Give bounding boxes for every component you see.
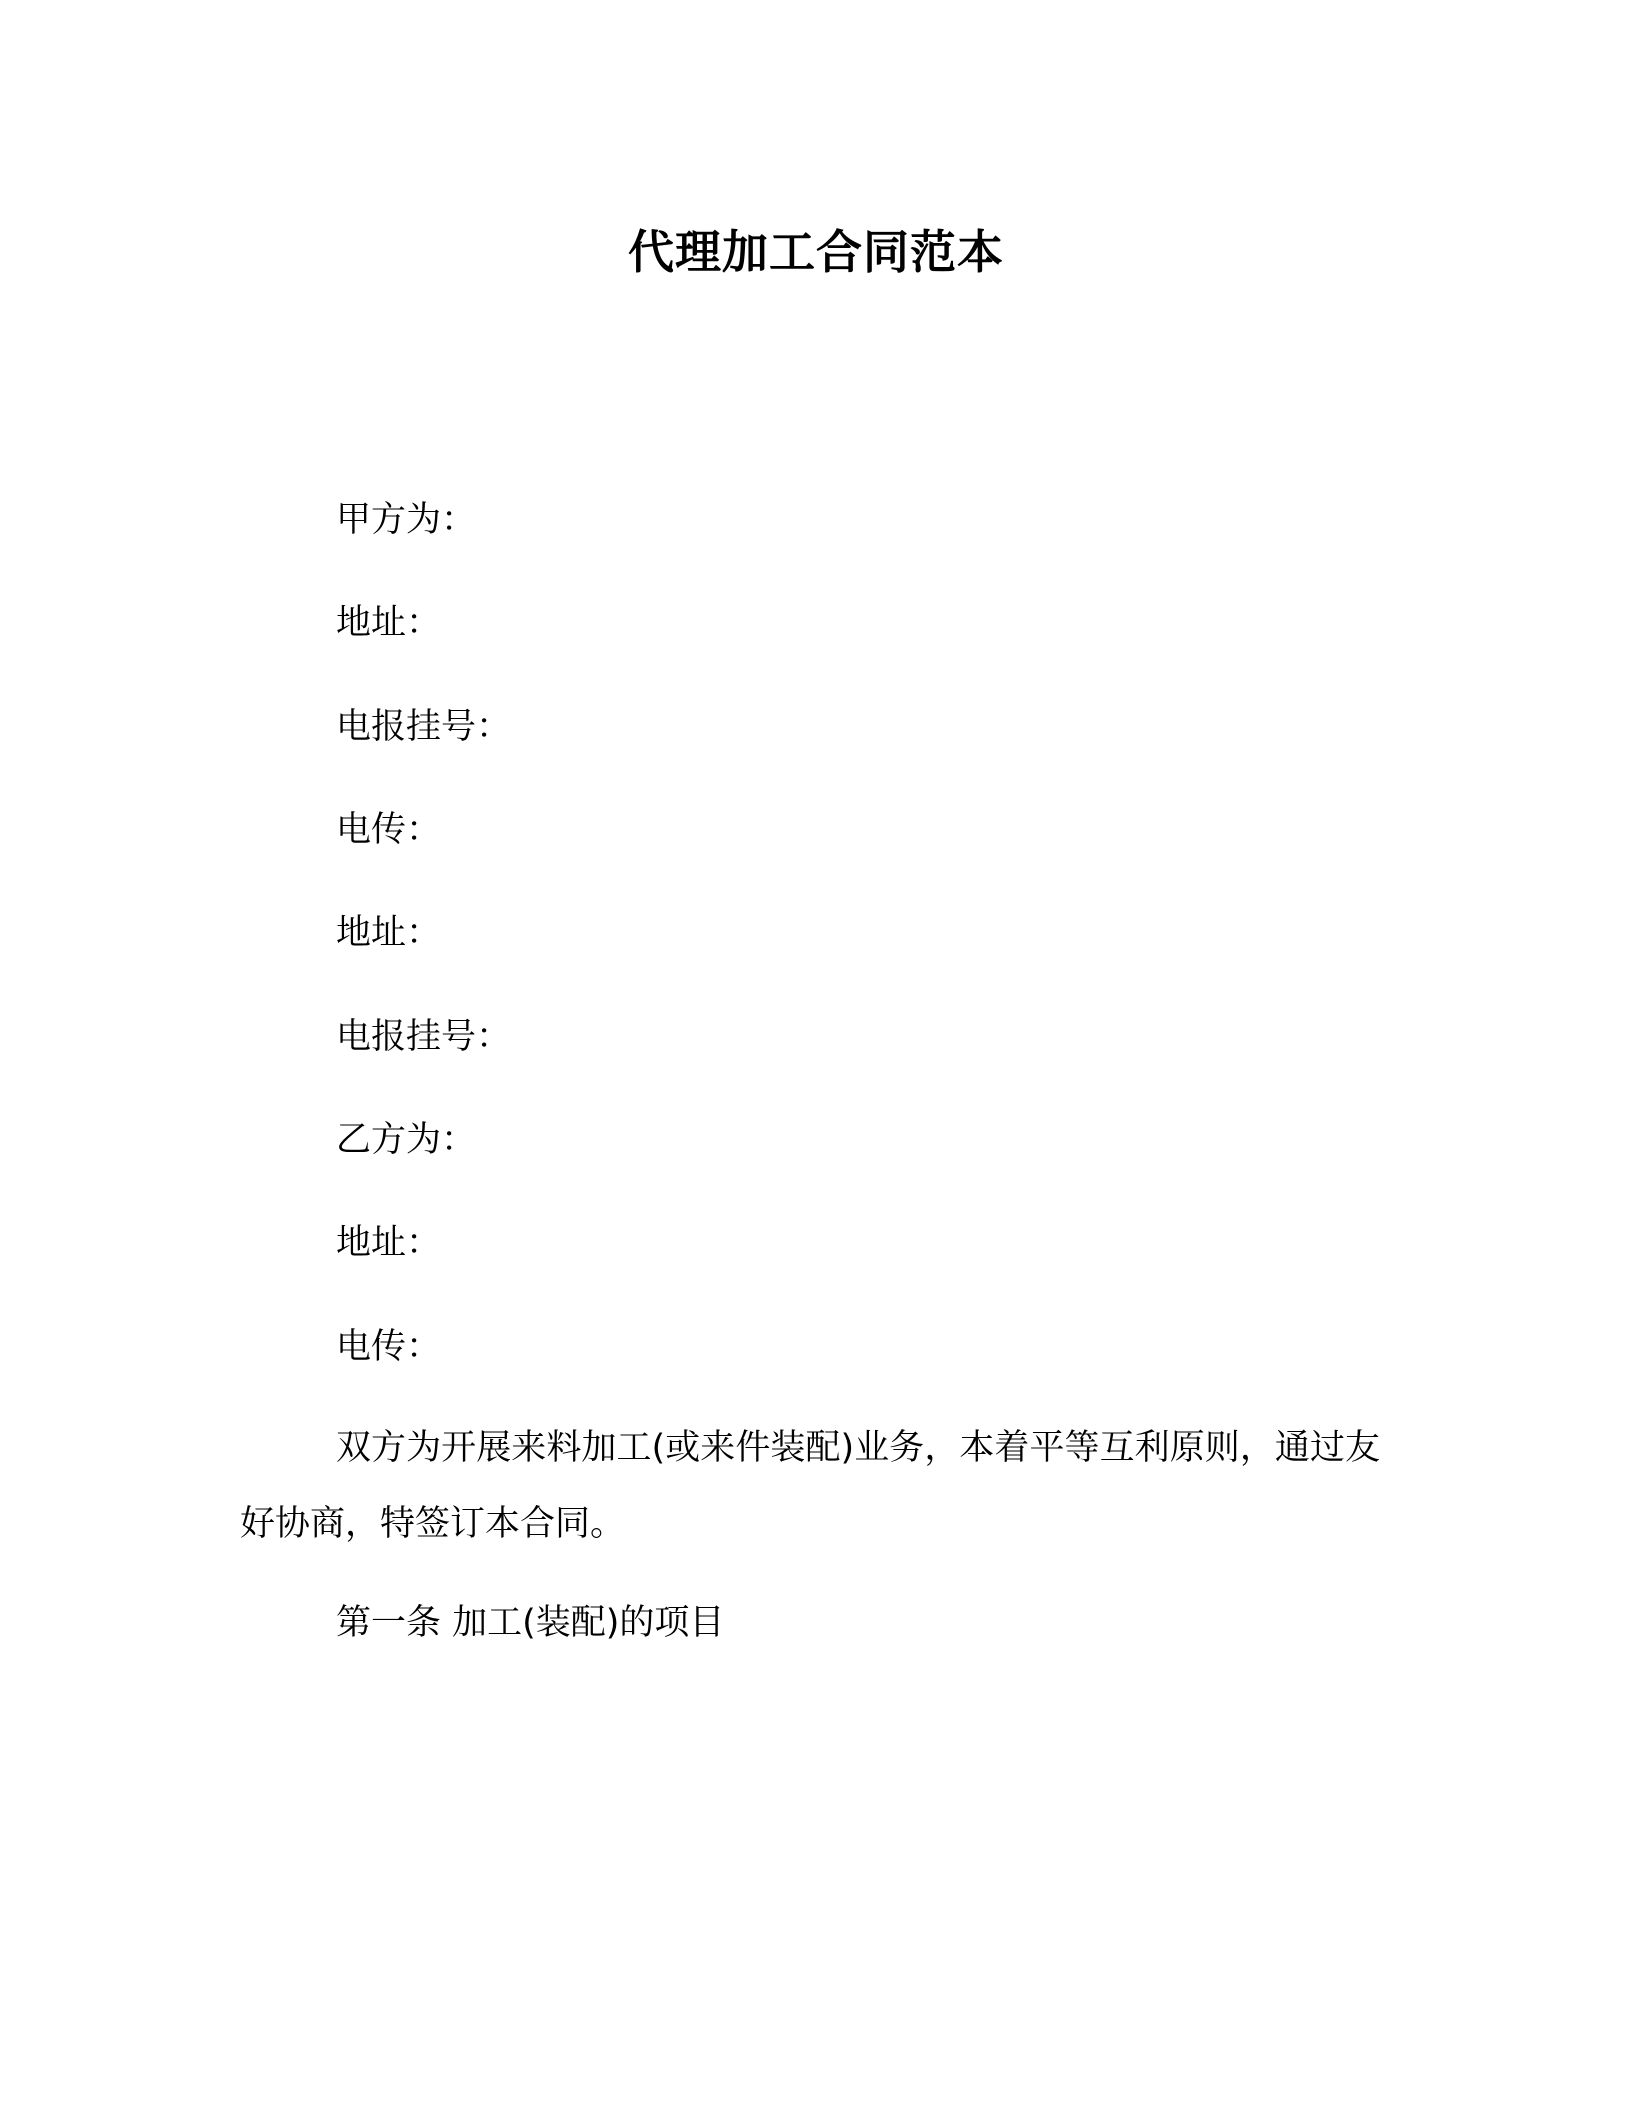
party-a-telex-field: 电传： [336, 810, 442, 850]
cable-field-2: 电报挂号： [336, 1017, 512, 1057]
party-a-cable-field: 电报挂号： [336, 707, 512, 747]
intro-paragraph: 双方为开展来料加工(或来件装配)业务，本着平等互利原则，通过友好协商，特签订本合同。 [240, 1428, 1380, 1544]
party-b-address-field: 地址： [336, 1223, 442, 1263]
article-1-heading: 第一条 加工(装配)的项目 [336, 1603, 725, 1643]
party-b-name-field: 乙方为： [336, 1120, 477, 1160]
party-b-telex-field: 电传： [336, 1327, 442, 1367]
document-title: 代理加工合同范本 [628, 225, 1004, 279]
party-a-name-field: 甲方为： [336, 500, 477, 540]
address-field-2: 地址： [336, 913, 442, 953]
party-a-address-field: 地址： [336, 603, 442, 643]
